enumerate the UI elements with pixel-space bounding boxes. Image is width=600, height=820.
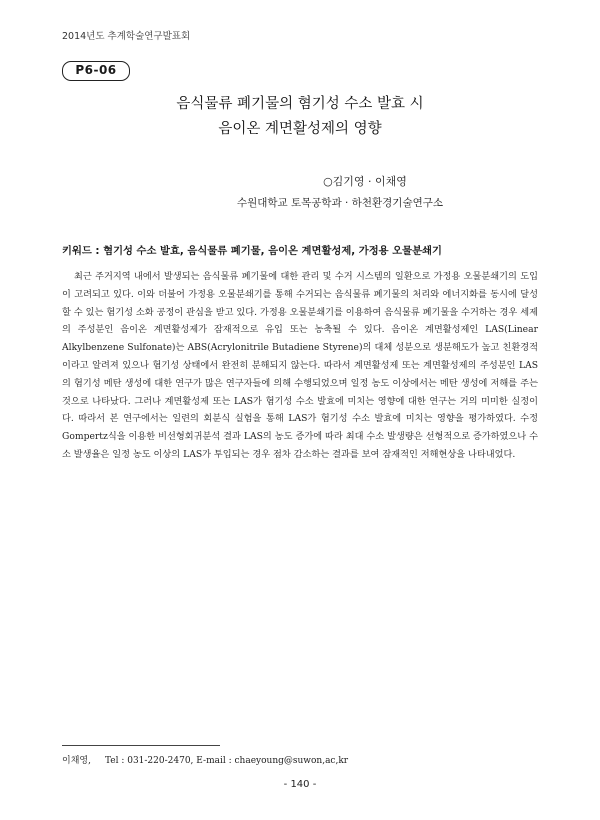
authors-text: ○김기영 · 이채영 bbox=[323, 175, 407, 188]
footnote-divider bbox=[62, 745, 220, 746]
footnote-email: E-mail : chaeyoung@suwon,ac,kr bbox=[196, 756, 349, 766]
title-line-1: 음식물류 폐기물의 혐기성 수소 발효 시 bbox=[176, 96, 424, 112]
conference-header: 2014년도 추계학술연구발표회 bbox=[62, 31, 191, 42]
page-number: - 140 - bbox=[283, 779, 317, 790]
affiliation: 수원대학교 토목공학과 · 하천환경기술연구소 bbox=[236, 197, 444, 209]
footnote-tel: Tel : 031-220-2470, bbox=[104, 756, 194, 766]
corresponding-author-footnote bbox=[62, 753, 348, 766]
authors bbox=[60, 173, 600, 189]
paper-id-badge: P6-06 bbox=[62, 61, 130, 81]
keywords: 키워드 : 혐기성 수소 발효, 음식물류 폐기물, 음이온 계면활성제, 가정용 오물분쇄기 bbox=[62, 245, 442, 257]
footnote-author: 이채영, bbox=[62, 756, 91, 766]
title-line-2: 음이온 계면활성제의 영향 bbox=[218, 121, 382, 137]
abstract-body: 최근 주거지역 내에서 발생되는 음식물류 폐기물에 대한 관리 및 수거 시스템의 일환으로 가정용 오물분쇄기의 도입이 고려되고 있다. 이와 더불어 가정용 오물분쇄기를 통해 수거되는 음식물류 폐기물의 처리와 에너지화를 동시에 달성할 수 있는 혐기성 소화 공정이 관심을 받고 있다. 가정용 오물분쇄기를 이용하여 음식물류 폐기물을 수거하는 경우 세제의 주성분인 음이온 계면활성제가 잠재적으로 유입 또는 농축될 수 있다. 음이온 계면활성제인 LAS(Linear Alkylbenzene Sulfonate)는 ABS(Acrylonitrile Butadiene Styrene)의 대체 성분으로 생분해도가 높고 친환경적이라고 알려져 있으나 혐기성 상태에서 완전히 분해되지 않는다. 따라서 계면활성제 또는 계면활성제의 주성분인 LAS의 혐기성 메탄 생성에 대한 연구가 많은 연구자들에 의해 수행되었으며 일정 농도 이상에서는 메탄 생성에 저해를 주는 것으로 나타났다. 그러나 계면활성제 또는 LAS가 혐기성 수소 발효에 미치는 영향에 대한 연구는 거의 미미한 실정이다. 따라서 본 연구에서는 일련의 회분식 실험을 통해 LAS가 혐기성 수소 발효에 미치는 영향을 평가하였다. 수정 Gompertz식을 이용한 비선형회귀분석 결과 LAS의 농도 증가에 따라 최대 수소 발생량은 선형적으로 증가하였으나 수소 발생율은 일정 농도 이상의 LAS가 투입되는 경우 점차 감소하는 결과를 보여 잠재적인 저해현상을 나타내었다. bbox=[62, 271, 538, 460]
